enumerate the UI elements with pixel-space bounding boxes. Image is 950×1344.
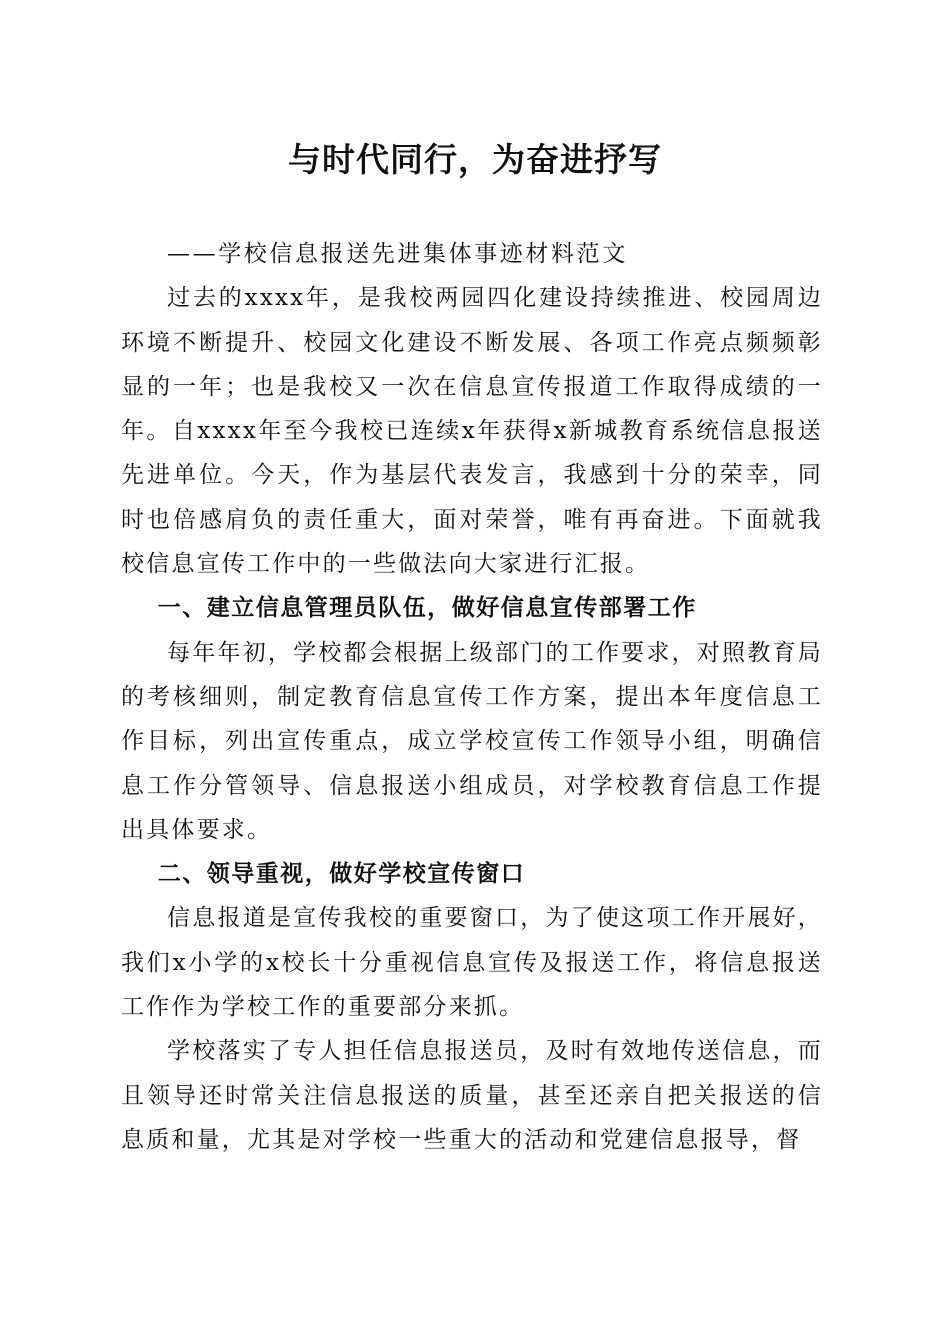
section-2-paragraph-1: 信息报道是宣传我校的重要窗口，为了使这项工作开展好，我们x小学的x校长十分重视信息宣传及报送工作，将信息报送工作作为学校工作的重要部分来抓。 bbox=[121, 905, 823, 1021]
section-heading-1: 一、建立信息管理员队伍，做好信息宣传部署工作 bbox=[157, 595, 697, 622]
document-title: 与时代同行，为奋进抒写 bbox=[288, 140, 662, 179]
intro-paragraph: 过去的xxxx年，是我校两园四化建设持续推进、校园周边环境不断提升、校园文化建设不断发展、各项工作亮点频频彰显的一年；也是我校又一次在信息宣传报道工作取得成绩的一年。自xxxx年至今我校已连续x年获得x新城教育系统信息报送先进单位。今天，作为基层代表发言，我感到十分的荣幸，同时也倍感肩负的责任重大，面对荣誉，唯有再奋进。下面就我校信息宣传工作中的一些做法向大家进行汇报。 bbox=[121, 285, 823, 578]
section-heading-2: 二、领导重视，做好学校宣传窗口 bbox=[157, 861, 526, 888]
document-subtitle: ——学校信息报送先进集体事迹材料范文 bbox=[167, 241, 628, 267]
section-1-paragraph: 每年年初，学校都会根据上级部门的工作要求，对照教育局的考核细则，制定教育信息宣传工作方案，提出本年度信息工作目标，列出宣传重点，成立学校宣传工作领导小组，明确信息工作分管领导、信息报送小组成员，对学校教育信息工作提出具体要求。 bbox=[121, 639, 823, 843]
section-2-paragraph-2: 学校落实了专人担任信息报送员，及时有效地传送信息，而且领导还时常关注信息报送的质量，甚至还亲自把关报送的信息质和量，尤其是对学校一些重大的活动和党建信息报导，督 bbox=[121, 1038, 823, 1153]
document-body bbox=[121, 232, 823, 1162]
